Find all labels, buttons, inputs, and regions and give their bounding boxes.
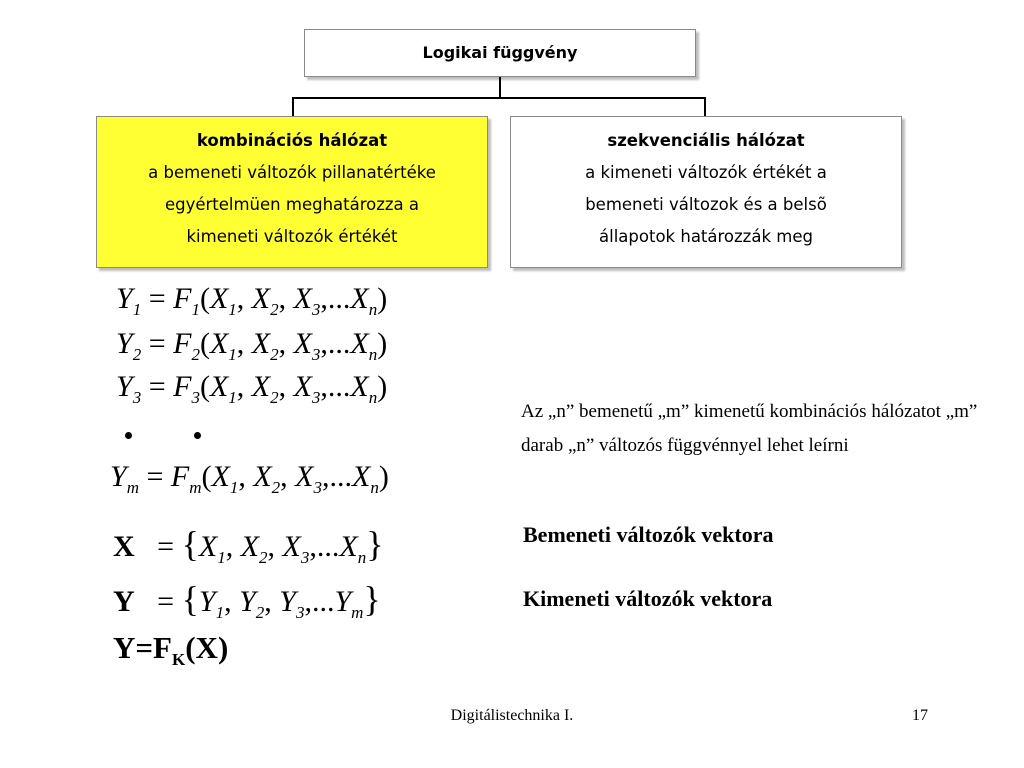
ellipsis-dot-1: [125, 432, 132, 439]
combinational-line-2: egyértelmüen meghatározza a: [164, 195, 420, 214]
sequential-line-2: bemeneti változok és a belsõ: [585, 195, 827, 214]
root-node-box: [304, 29, 696, 77]
equation-row-3: $Y_3 = F_3(X_1$, $X_2$, $X_3,...X_n$): [116, 370, 388, 407]
connector-vertical-root: [499, 77, 501, 98]
equation-row-m: $Y_m = F_m(X_1$, $X_2$, $X_3,...X_n$): [110, 460, 389, 497]
combinational-line-1: a bemeneti változók pillanatértéke: [148, 163, 436, 182]
description-text: Az „n” bemenetű „m” kimenetű kombinációs hálózatot „m” darab „n” változós függvénnyel lehet leírni: [521, 401, 978, 456]
sequential-line-3: állapotok határozzák meg: [599, 227, 813, 246]
input-vector-label: Bemeneti változók vektora: [523, 522, 774, 547]
final-equation: $Y=F_K(X)$: [113, 630, 229, 669]
combinational-line-3: kimeneti változók értékét: [186, 227, 398, 246]
combinational-network-box: [96, 116, 488, 268]
connector-vertical-left: [292, 97, 294, 116]
output-vector-label: Kimeneti változók vektora: [523, 586, 773, 611]
page-number: 17: [912, 707, 928, 724]
combinational-title: kombinációs hálózat: [196, 131, 388, 150]
connector-horizontal: [292, 97, 706, 99]
ellipsis-dot-2: [194, 432, 201, 439]
footer-title: Digitálistechnika I.: [450, 707, 574, 724]
sequential-title: szekvenciális hálózat: [607, 131, 805, 150]
sequential-line-1: a kimeneti változók értékét a: [585, 163, 827, 182]
equation-row-2: $Y_2 = F_2(X_1$, $X_2$, $X_3,...X_n$): [116, 327, 388, 364]
connector-vertical-right: [704, 97, 706, 116]
equation-row-1: $Y_1 = F_1(X_1$, $X_2$, $X_3,...X_n$): [116, 282, 388, 319]
sequential-network-box: [510, 116, 902, 268]
root-node-label: Logikai függvény: [422, 43, 578, 62]
output-vector-equation: Y = {$Y_1$, $Y_2$, $Y_3,...Y_m$}: [113, 579, 381, 622]
input-vector-equation: X = {$X_1$, $X_2$, $X_3,...X_n$}: [113, 524, 384, 567]
